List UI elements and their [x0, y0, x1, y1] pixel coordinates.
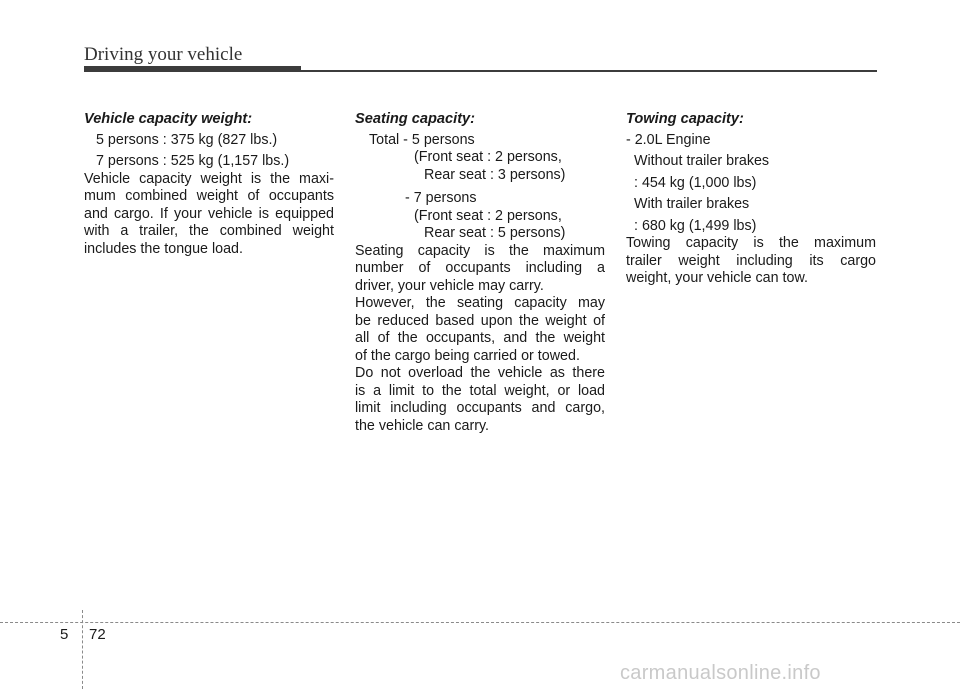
paragraph-line: Vehicle capacity weight is the maxi-	[84, 170, 334, 187]
vehicle-capacity-heading: Vehicle capacity weight:	[84, 111, 253, 127]
seating-capacity-heading: Seating capacity:	[355, 111, 476, 127]
header-rule-thin	[301, 70, 877, 72]
paragraph-line: of the cargo being carried or towed.	[355, 347, 580, 364]
watermark: carmanualsonline.info	[620, 662, 821, 684]
seating-capacity-paragraph-3	[355, 365, 605, 435]
paragraph-line: is a limit to the total weight, or load	[355, 382, 605, 399]
towing-capacity-section	[626, 111, 876, 288]
paragraph-line: be reduced based upon the weight of	[355, 312, 605, 329]
footer-rule	[0, 622, 960, 623]
paragraph-line: weight, your vehicle can tow.	[626, 270, 808, 286]
paragraph-line: and cargo. If your vehicle is equipped	[84, 205, 334, 222]
towing-with-brakes-value: : 680 kg (1,499 lbs)	[634, 217, 757, 234]
header-rule-thick	[84, 66, 301, 72]
vehicle-capacity-item-7-persons: 7 persons : 525 kg (1,157 lbs.)	[96, 153, 290, 169]
seating-front-7: (Front seat : 2 persons,	[414, 207, 562, 224]
seating-capacity-section	[355, 111, 605, 435]
vehicle-capacity-paragraph	[84, 171, 334, 259]
paragraph-line: trailer weight including its cargo	[626, 252, 876, 269]
seating-capacity-paragraph-1	[355, 243, 605, 296]
paragraph-line: includes the tongue load.	[84, 240, 243, 257]
towing-with-brakes-label: With trailer brakes	[634, 196, 750, 212]
paragraph-line: mum combined weight of occupants	[84, 188, 334, 204]
towing-capacity-heading: Towing capacity:	[626, 111, 744, 127]
paragraph-line: all of the occupants, and the weight	[355, 330, 605, 346]
paragraph-line: driver, your vehicle may carry.	[355, 277, 544, 294]
towing-without-brakes-value: : 454 kg (1,000 lbs)	[634, 174, 757, 191]
page-header-title: Driving your vehicle	[84, 44, 243, 65]
seating-total-7: - 7 persons	[405, 190, 477, 206]
chapter-number: 5	[60, 626, 69, 643]
seating-rear-5: Rear seat : 3 persons)	[424, 166, 566, 183]
seating-total-5: Total - 5 persons	[369, 131, 475, 148]
paragraph-line: number of occupants including a	[355, 260, 605, 276]
paragraph-line: Seating capacity is the maximum	[355, 242, 605, 259]
paragraph-line: limit including occupants and cargo,	[355, 400, 605, 416]
paragraph-line: with a trailer, the combined weight	[84, 223, 334, 239]
seating-front-5: (Front seat : 2 persons,	[414, 149, 562, 165]
paragraph-line: the vehicle can carry.	[355, 417, 490, 434]
vehicle-capacity-section	[84, 111, 334, 258]
paragraph-line: Towing capacity is the maximum	[626, 235, 876, 251]
seating-rear-7: Rear seat : 5 persons)	[424, 225, 566, 241]
towing-engine: - 2.0L Engine	[626, 131, 711, 148]
paragraph-line: Do not overload the vehicle as there	[355, 365, 605, 381]
page-number: 72	[89, 626, 106, 643]
paragraph-line: However, the seating capacity may	[355, 295, 605, 311]
towing-without-brakes-label: Without trailer brakes	[634, 153, 770, 169]
footer-divider	[82, 610, 83, 689]
towing-capacity-paragraph	[626, 235, 876, 288]
seating-capacity-paragraph-2	[355, 295, 605, 365]
vehicle-capacity-item-5-persons: 5 persons : 375 kg (827 lbs.)	[96, 131, 278, 148]
